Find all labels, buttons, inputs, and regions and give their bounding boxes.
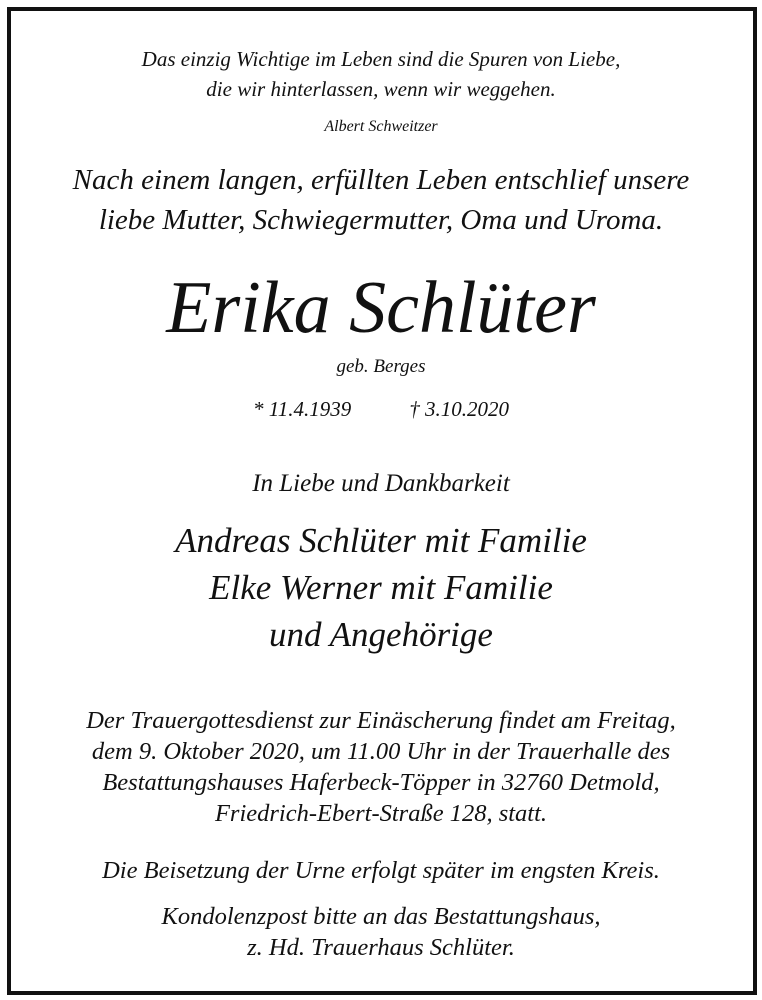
intro-line: liebe Mutter, Schwiegermutter, Oma und Uroma. [98, 204, 664, 236]
mourner-line: Andreas Schlüter mit Familie [175, 521, 587, 560]
service-line: Bestattungshauses Haferbeck-Töpper in 32760 Detmold, [102, 769, 660, 796]
notice-border [7, 7, 757, 995]
quote-author: Albert Schweitzer [324, 118, 438, 135]
life-dates [0, 396, 762, 422]
service-info [0, 705, 762, 829]
condolence-info [0, 901, 762, 963]
dedication: In Liebe und Dankbarkeit [252, 470, 510, 497]
mourners-list [0, 517, 762, 658]
mourner-line: und Angehörige [269, 615, 493, 654]
condolence-line: Kondolenzpost bitte an das Bestattungshaus, [161, 903, 601, 930]
birth-name: geb. Berges [336, 356, 426, 377]
intro-line: Nach einem langen, erfüllten Leben entschlief unsere [72, 164, 690, 196]
deceased-name: Erika Schlüter [166, 267, 596, 349]
service-line: Der Trauergottesdienst zur Einäscherung findet am Freitag, [86, 707, 676, 734]
condolence-line: z. Hd. Trauerhaus Schlüter. [247, 934, 515, 961]
death-date: † 3.10.2020 [409, 397, 509, 421]
birth-date: * 11.4.1939 [253, 397, 352, 421]
service-line: dem 9. Oktober 2020, um 11.00 Uhr in der Trauerhalle des [91, 738, 671, 765]
quote-line: Das einzig Wichtige im Leben sind die Spuren von Liebe, [141, 47, 621, 71]
quote-line: die wir hinterlassen, wenn wir weggehen. [206, 77, 556, 101]
intro-text [0, 160, 762, 240]
burial-info: Die Beisetzung der Urne erfolgt später im engsten Kreis. [102, 857, 660, 884]
service-line: Friedrich-Ebert-Straße 128, statt. [214, 800, 548, 827]
epigraph-quote [0, 44, 762, 104]
mourner-line: Elke Werner mit Familie [209, 568, 553, 607]
